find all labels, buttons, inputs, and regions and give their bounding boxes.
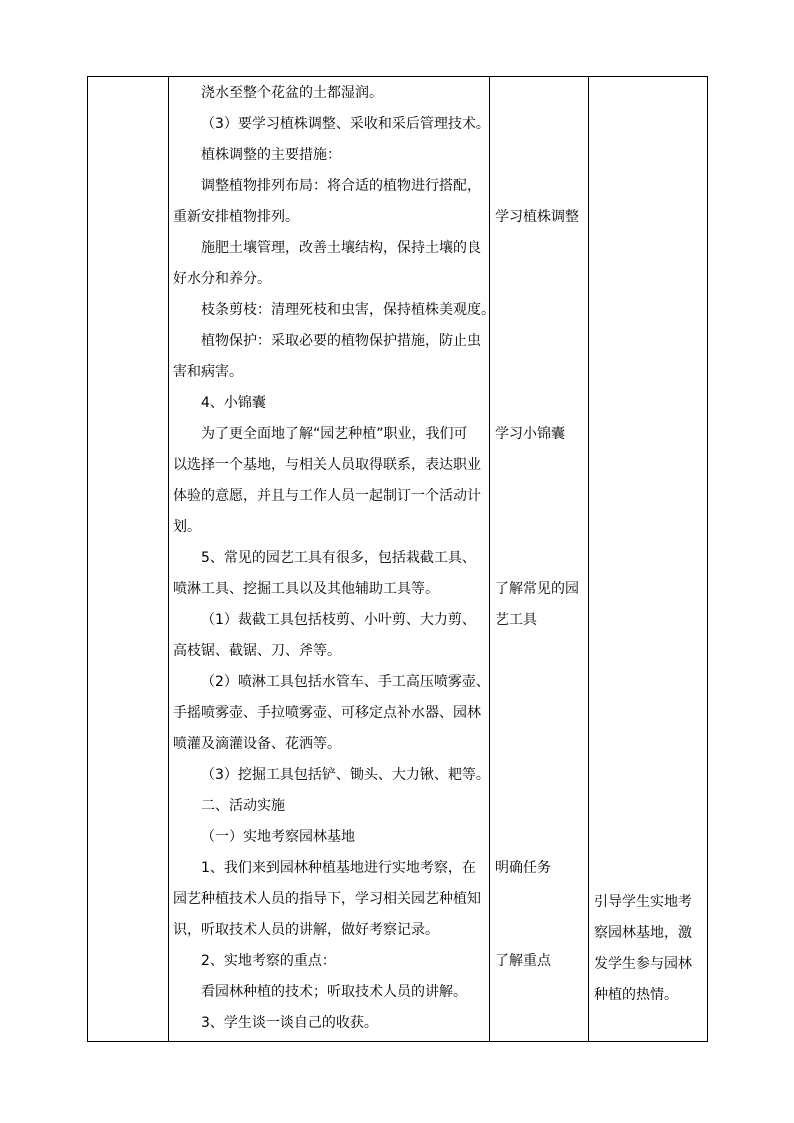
content-line: 喷淋工具、挖掘工具以及其他辅助工具等。: [173, 581, 439, 597]
content-line: 2、实地考察的重点：: [201, 953, 336, 969]
content-line: 枝条剪枝：清理死枝和虫害，保持植株美观度。: [201, 302, 495, 318]
content-line: 3、学生谈一谈自己的收获。: [201, 1015, 378, 1031]
content-line: 划。: [173, 519, 201, 535]
content-line: 害和病害。: [173, 364, 243, 380]
content-line: 喷灌及滴灌设备、花洒等。: [173, 736, 341, 752]
content-line: 以选择一个基地，与相关人员取得联系，表达职业: [173, 457, 481, 473]
student-activity-line: 了解常见的园: [495, 581, 579, 597]
table-divider-2: [489, 76, 490, 1042]
content-line: 植株调整的主要措施：: [201, 147, 341, 163]
content-line: 重新安排植物排列。: [173, 209, 299, 225]
table-divider-3: [588, 76, 589, 1042]
content-line: （2）喷淋工具包括水管车、手工高压喷雾壶、: [201, 674, 490, 690]
section-heading: 4、小锦囊: [201, 395, 266, 411]
table-border-bottom: [87, 1041, 707, 1042]
content-line: 为了更全面地了解“园艺种植”职业，我们可: [201, 426, 468, 442]
content-line: 手摇喷雾壶、手拉喷雾壶、可移定点补水器、园林: [173, 705, 481, 721]
design-intent-line: 种植的热情。: [594, 987, 678, 1003]
content-line: 调整植物排列布局：将合适的植物进行搭配，: [201, 178, 481, 194]
table-border-left: [87, 76, 88, 1042]
content-line: 园艺种植技术人员的指导下，学习相关园艺种植知: [173, 891, 481, 907]
student-activity-line: 学习植株调整: [495, 209, 579, 225]
content-line: （3）要学习植株调整、采收和采后管理技术。: [201, 116, 490, 132]
content-line: 1、我们来到园林种植基地进行实地考察，在: [201, 860, 476, 876]
student-activity-line: 明确任务: [495, 860, 551, 876]
content-line: 体验的意愿，并且与工作人员一起制订一个活动计: [173, 488, 481, 504]
content-line: 高枝锯、截锯、刀、斧等。: [173, 643, 341, 659]
content-line: 植物保护：采取必要的植物保护措施，防止虫: [201, 333, 481, 349]
section-heading: 二、活动实施: [201, 798, 285, 814]
student-activity-line: 学习小锦囊: [495, 426, 565, 442]
content-line: 识，听取技术人员的讲解，做好考察记录。: [173, 922, 439, 938]
table-divider-1: [168, 76, 169, 1042]
content-line: 施肥土壤管理，改善土壤结构，保持土壤的良: [201, 240, 481, 256]
content-line: 浇水至整个花盆的土都湿润。: [201, 85, 383, 101]
table-border-right: [707, 76, 708, 1042]
student-activity-line: 艺工具: [495, 612, 537, 628]
content-line: 好水分和养分。: [173, 271, 271, 287]
content-line: （3）挖掘工具包括铲、锄头、大力锹、耙等。: [201, 767, 490, 783]
section-heading: （一）实地考察园林基地: [201, 829, 355, 845]
content-line: （1）裁截工具包括枝剪、小叶剪、大力剪、: [201, 612, 476, 628]
content-line: 看园林种植的技术；听取技术人员的讲解。: [201, 984, 467, 1000]
table-border-top: [87, 76, 707, 77]
design-intent-line: 引导学生实地考: [594, 894, 692, 910]
design-intent-line: 察园林基地，激: [594, 925, 692, 941]
design-intent-line: 发学生参与园林: [594, 956, 692, 972]
student-activity-line: 了解重点: [495, 953, 551, 969]
content-line: 5、常见的园艺工具有很多，包括栽截工具、: [201, 550, 476, 566]
